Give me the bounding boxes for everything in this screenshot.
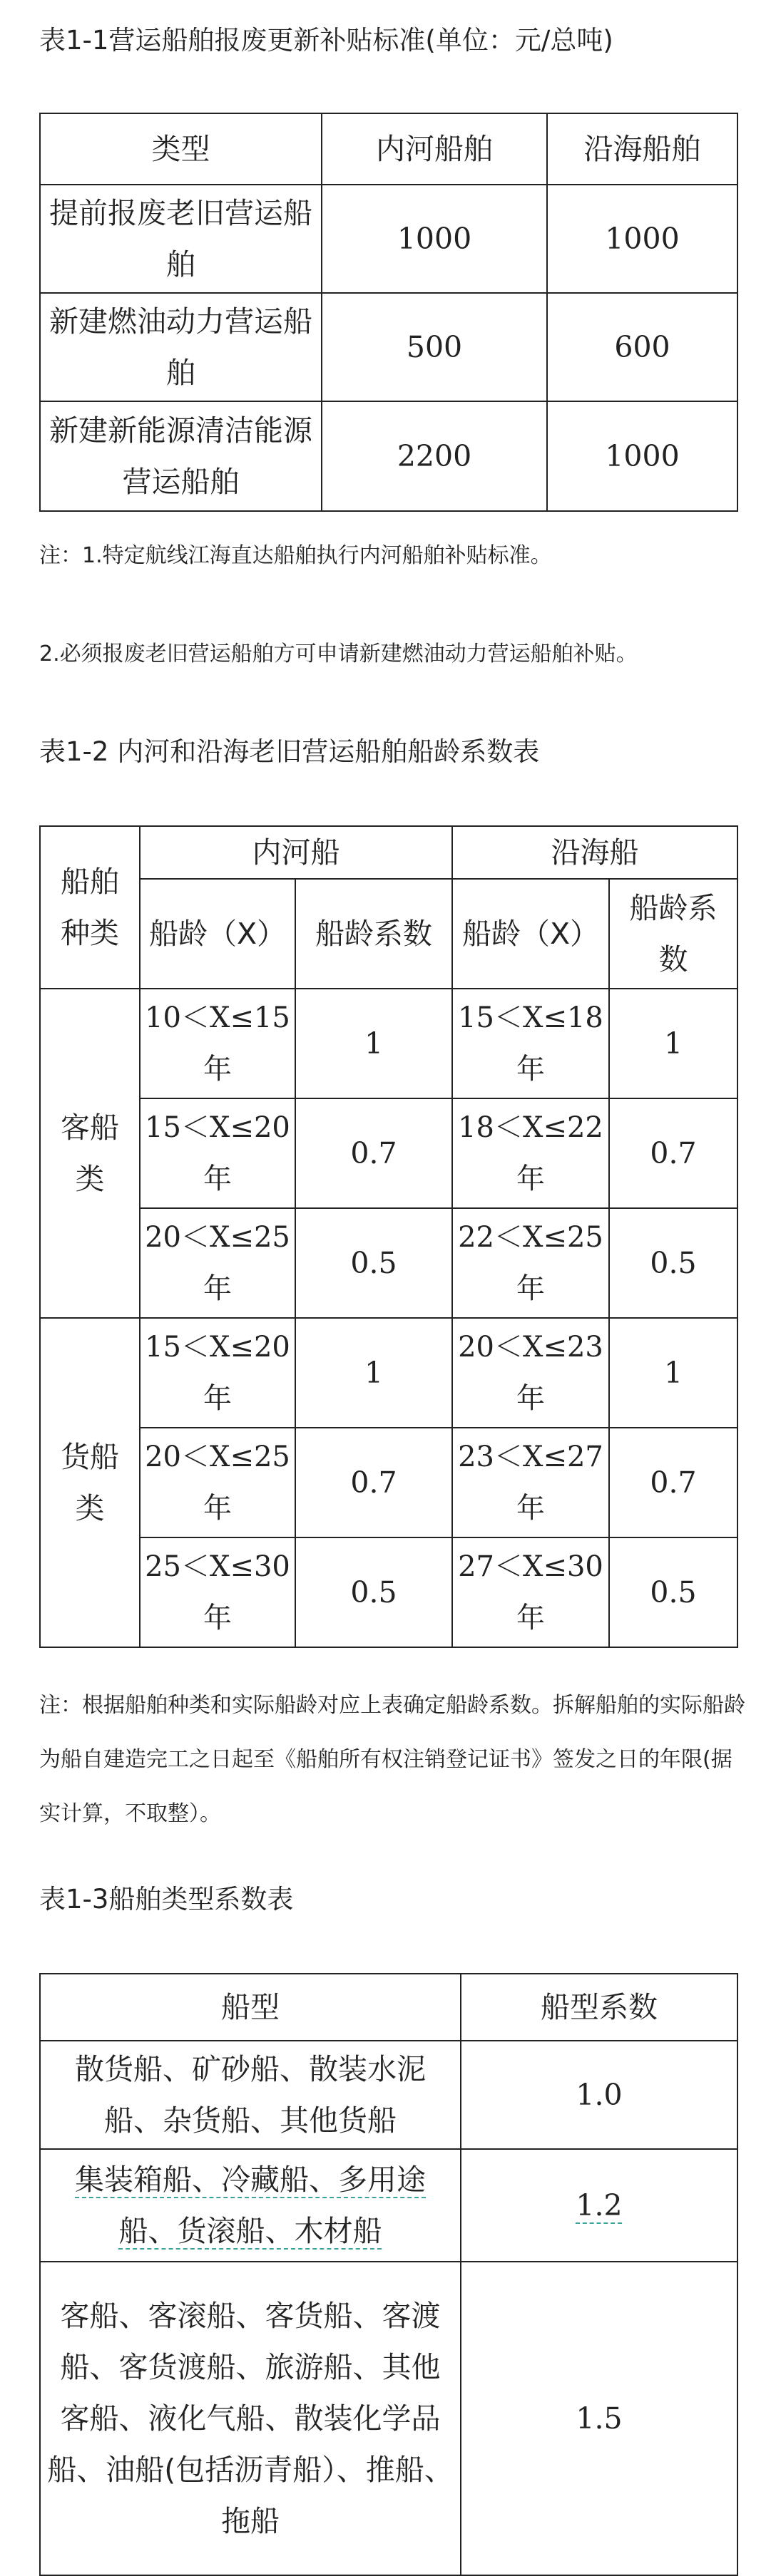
group-passenger-ships: 客船类 xyxy=(40,989,140,1318)
table-row xyxy=(40,1428,737,1537)
type-coefficient-cell: 1.0 xyxy=(461,2041,737,2149)
ship-type-cell: 客船、客滚船、客货船、客渡船、客货渡船、旅游船、其他客船、液化气船、散装化学品船、油船(包括沥青船）、推船、拖船 xyxy=(40,2262,461,2575)
header-ship-type: 船舶种类 xyxy=(40,826,140,989)
ship-type-cell: 集装箱船、冷藏船、多用途船、货滚船、木材船 xyxy=(75,2163,426,2248)
table-row xyxy=(40,293,737,401)
table2-note: 注：根据船舶种类和实际船龄对应上表确定船龄系数。拆解船舶的实际船龄为船自建造完工之日起至《船舶所有权注销登记证书》签发之日的年限(据实计算，不取整）。 xyxy=(39,1693,745,1826)
table1-note-1: 注：1.特定航线江海直达船舶执行内河船舶补贴标准。 xyxy=(39,543,552,568)
table-row xyxy=(40,1318,737,1428)
subheader-coastal-coef: 船龄系数 xyxy=(609,879,737,989)
table3-caption: 表1-3船舶类型系数表 xyxy=(39,1884,294,1915)
coastal-coefficient: 0.7 xyxy=(609,1098,737,1208)
inland-age-range: 10＜X≤15年 xyxy=(140,989,295,1098)
inland-coefficient: 0.5 xyxy=(295,1537,452,1647)
coastal-coefficient: 1 xyxy=(609,1318,737,1428)
inland-age-range: 15＜X≤20年 xyxy=(140,1318,295,1428)
coastal-coefficient: 1 xyxy=(609,989,737,1098)
row-type: 提前报废老旧营运船舶 xyxy=(40,185,322,293)
inland-age-range: 20＜X≤25年 xyxy=(140,1428,295,1537)
header-type-coefficient: 船型系数 xyxy=(461,1974,737,2041)
coastal-age-range: 22＜X≤25年 xyxy=(452,1208,609,1318)
inland-coefficient: 0.7 xyxy=(295,1098,452,1208)
table-row xyxy=(40,1537,737,1647)
header-coastal: 沿海船舶 xyxy=(547,113,737,185)
ship-type-cell: 散货船、矿砂船、散装水泥船、杂货船、其他货船 xyxy=(40,2041,461,2149)
table1-caption: 表1-1营运船舶报废更新补贴标准(单位：元/总吨) xyxy=(39,25,613,56)
table2-caption: 表1-2 内河和沿海老旧营运船舶船龄系数表 xyxy=(39,736,540,767)
table-row xyxy=(40,185,737,293)
row-inland-value: 1000 xyxy=(322,185,547,293)
inland-age-range: 20＜X≤25年 xyxy=(140,1208,295,1318)
row-coastal-value: 1000 xyxy=(547,401,737,511)
ship-type-coefficient-table xyxy=(39,1973,738,2576)
row-type: 新建新能源清洁能源营运船舶 xyxy=(40,401,322,511)
inland-age-range: 25＜X≤30年 xyxy=(140,1537,295,1647)
header-inland-ship: 内河船 xyxy=(140,826,452,879)
table-row xyxy=(40,2149,737,2262)
ship-age-coefficient-table xyxy=(39,825,738,1648)
type-coefficient-cell: 1.2 xyxy=(576,2188,623,2222)
coastal-coefficient: 0.7 xyxy=(609,1428,737,1537)
group-cargo-ships: 货船类 xyxy=(40,1318,140,1647)
subheader-inland-coef: 船龄系数 xyxy=(295,879,452,989)
inland-coefficient: 0.7 xyxy=(295,1428,452,1537)
table-row xyxy=(40,2041,737,2149)
table-row xyxy=(40,2262,737,2575)
ship-type-cell-wrapper xyxy=(40,2149,461,2262)
table-subheader-row xyxy=(40,879,737,989)
coastal-age-range: 15＜X≤18年 xyxy=(452,989,609,1098)
subheader-inland-age: 船龄（X） xyxy=(140,879,295,989)
inland-age-range: 15＜X≤20年 xyxy=(140,1098,295,1208)
type-coefficient-cell: 1.5 xyxy=(461,2262,737,2575)
table-row xyxy=(40,989,737,1098)
subsidy-standard-table xyxy=(39,113,738,512)
coastal-coefficient: 0.5 xyxy=(609,1208,737,1318)
header-ship-type: 船型 xyxy=(40,1974,461,2041)
type-coefficient-cell-wrapper xyxy=(461,2149,737,2262)
header-type: 类型 xyxy=(40,113,322,185)
table-header-row xyxy=(40,1974,737,2041)
table-header-row xyxy=(40,826,737,879)
row-coastal-value: 1000 xyxy=(547,185,737,293)
table1-note-2: 2.必须报废老旧营运船舶方可申请新建燃油动力营运船舶补贴。 xyxy=(39,642,638,666)
coastal-age-range: 18＜X≤22年 xyxy=(452,1098,609,1208)
row-coastal-value: 600 xyxy=(547,293,737,401)
coastal-age-range: 27＜X≤30年 xyxy=(452,1537,609,1647)
table-row xyxy=(40,1208,737,1318)
row-inland-value: 500 xyxy=(322,293,547,401)
coastal-age-range: 20＜X≤23年 xyxy=(452,1318,609,1428)
row-type: 新建燃油动力营运船舶 xyxy=(40,293,322,401)
coastal-coefficient: 0.5 xyxy=(609,1537,737,1647)
table-header-row xyxy=(40,113,737,185)
inland-coefficient: 0.5 xyxy=(295,1208,452,1318)
table-row xyxy=(40,1098,737,1208)
inland-coefficient: 1 xyxy=(295,1318,452,1428)
header-coastal-ship: 沿海船 xyxy=(452,826,737,879)
header-inland: 内河船舶 xyxy=(322,113,547,185)
coastal-age-range: 23＜X≤27年 xyxy=(452,1428,609,1537)
row-inland-value: 2200 xyxy=(322,401,547,511)
inland-coefficient: 1 xyxy=(295,989,452,1098)
table-row xyxy=(40,401,737,511)
subheader-coastal-age: 船龄（X） xyxy=(452,879,609,989)
